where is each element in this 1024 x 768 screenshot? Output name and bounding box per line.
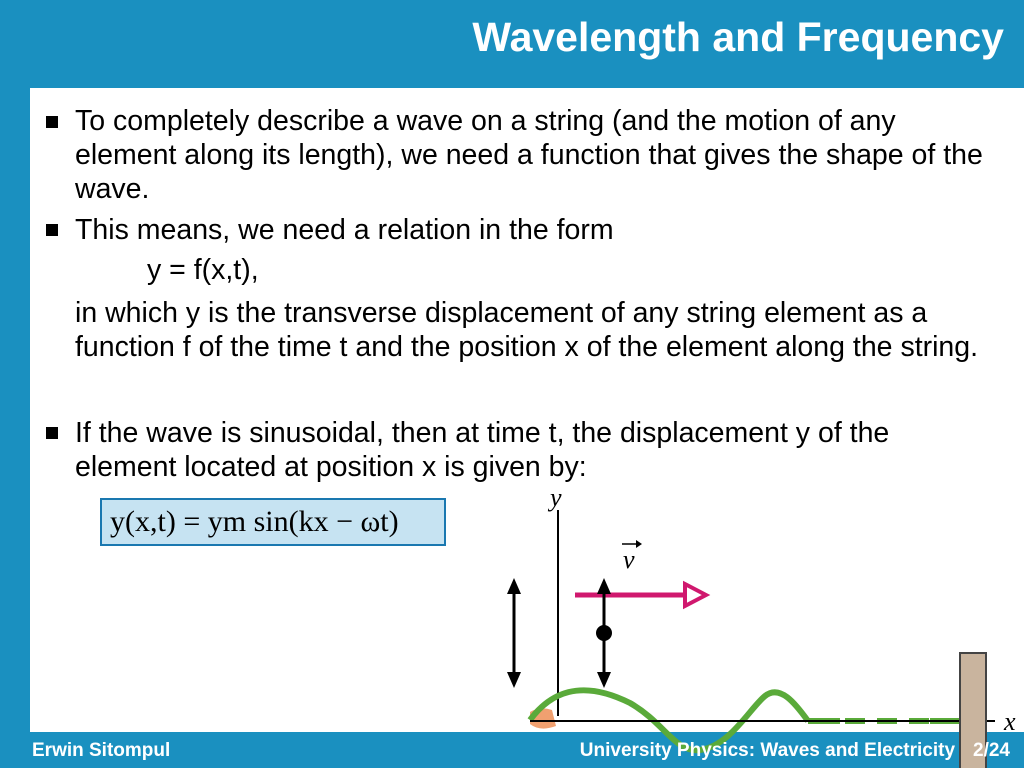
x-axis-label: x — [1004, 707, 1016, 736]
wave-equation-box: y(x,t) = ym sin(kx − ωt) — [100, 498, 446, 546]
velocity-label: v — [623, 545, 635, 574]
displacement-arrows — [460, 570, 640, 690]
relation-explanation: in which y is the transverse displacement of any string element as a function f of the time t and the position x of the element along the string. — [75, 297, 979, 363]
relation-formula: y = f(x,t), — [147, 254, 259, 286]
bullet-marker — [46, 427, 58, 439]
footer-page-number: 2/24 — [973, 740, 1010, 761]
y-axis-label: y — [550, 483, 562, 512]
bullet-3-text: If the wave is sinusoidal, then at time t, the displacement y of the element located at position x is given by: — [75, 417, 890, 483]
bullet-1-text: To completely describe a wave on a string (and the motion of any element along its length), we need a function that gives the shape of the wave. — [75, 105, 983, 205]
bullet-marker — [46, 116, 58, 128]
velocity-arrow-head — [685, 584, 706, 606]
slide-title: Wavelength and Frequency — [472, 14, 1004, 60]
footer-course: University Physics: Waves and Electricity — [579, 740, 956, 761]
footer-author: Erwin Sitompul — [32, 740, 171, 761]
bullet-2-text: This means, we need a relation in the form — [75, 214, 614, 246]
velocity-vector-tip — [636, 540, 642, 548]
bullet-marker — [46, 224, 58, 236]
footer-right — [562, 740, 1010, 762]
title-bar — [0, 0, 1024, 88]
